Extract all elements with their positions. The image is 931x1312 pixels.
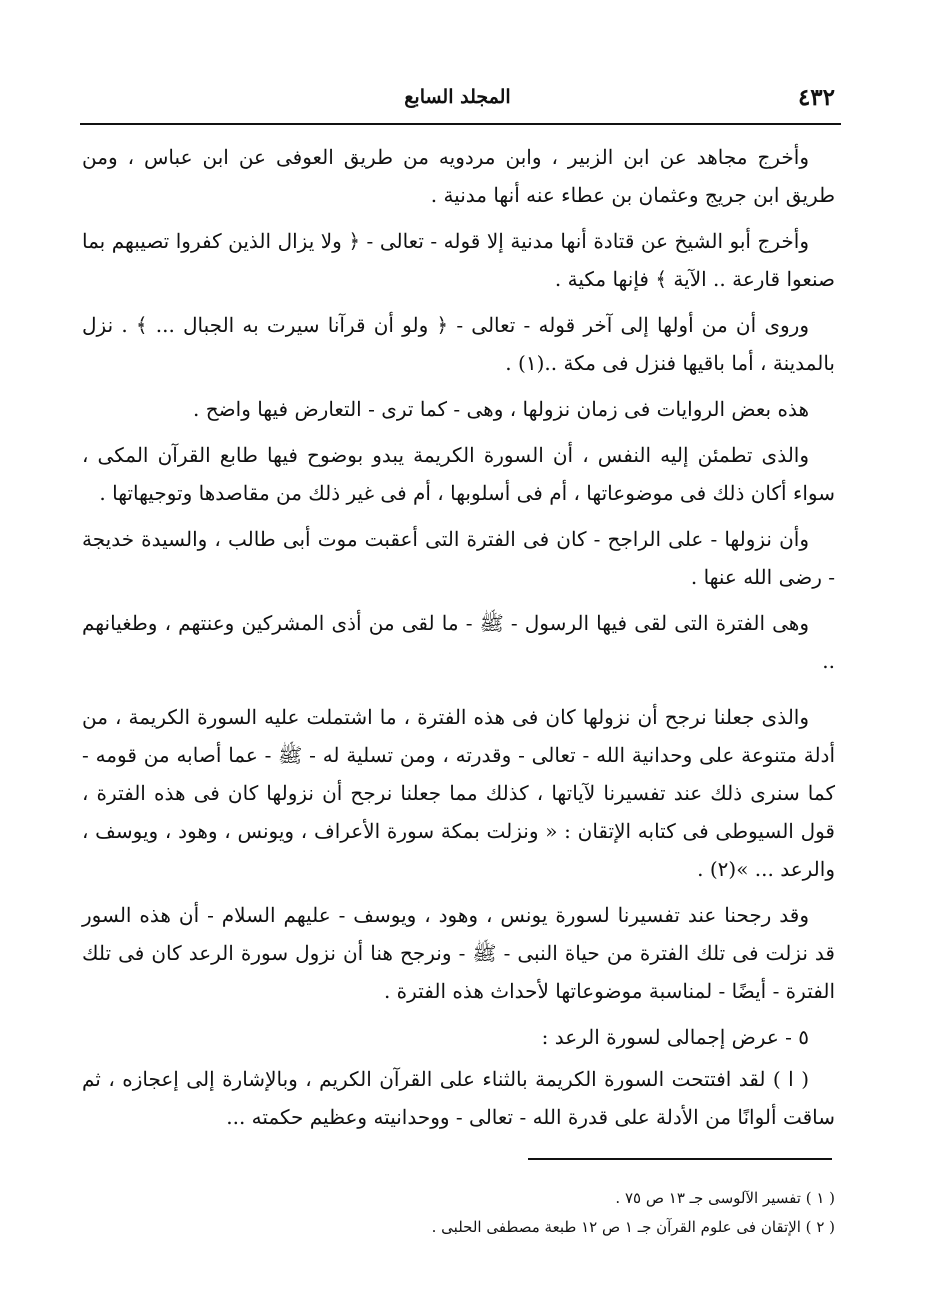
paragraph: وأخرج مجاهد عن ابن الزبير ، وابن مردويه من طريق العوفى عن ابن عباس ، ومن طريق ابن جريج وعثمان بن عطاء عنه أنها مدنية . bbox=[82, 145, 835, 207]
paragraph: وأن نزولها - على الراجح - كان فى الفترة التى أعقبت موت أبى طالب ، والسيدة خديجة - رضى الله عنها . bbox=[82, 527, 835, 589]
footnotes bbox=[82, 1184, 835, 1242]
paragraph: ( ا ) لقد افتتحت السورة الكريمة بالثناء على القرآن الكريم ، وبالإشارة إلى إعجازه ، ثم ساقت ألوانًا من الأدلة على قدرة الله - تعالى - ووحدانيته وعظيم حكمته ... bbox=[82, 1067, 835, 1129]
running-head: المجلد السابع bbox=[404, 86, 511, 108]
paragraph: وهى الفترة التى لقى فيها الرسول - ﷺ - ما لقى من أذى المشركين وعنتهم ، وطغيانهم .. bbox=[82, 611, 835, 673]
paragraph: وروى أن من أولها إلى آخر قوله - تعالى - ﴿ ولو أن قرآنا سيرت به الجبال ... ﴾ . نزل بالمدينة ، أما باقيها فنزل فى مكة ..(١) . bbox=[82, 313, 835, 375]
footnote-rule bbox=[528, 1158, 832, 1160]
footnote: ( ٢ ) الإتقان فى علوم القرآن جـ ١ ص ١٢ طبعة مصطفى الحلبى . bbox=[431, 1218, 835, 1236]
section-heading: ٥ - عرض إجمالى لسورة الرعد : bbox=[541, 1025, 809, 1049]
footnote: ( ١ ) تفسير الآلوسى جـ ١٣ ص ٧٥ . bbox=[615, 1189, 835, 1207]
paragraph: وقد رجحنا عند تفسيرنا لسورة يونس ، وهود ، ويوسف - عليهم السلام - أن هذه السور قد نزلت فى تلك الفترة من حياة النبى - ﷺ - ونرجح هنا أن نزول سورة الرعد كان فى تلك الفترة - أيضًا - لمناسبة موضوعاتها لأحداث هذه الفترة . bbox=[82, 903, 835, 1003]
paragraph: هذه بعض الروايات فى زمان نزولها ، وهى - كما ترى - التعارض فيها واضح . bbox=[193, 397, 809, 421]
page-number: ٤٣٢ bbox=[797, 84, 835, 111]
paragraph: والذى تطمئن إليه النفس ، أن السورة الكريمة يبدو بوضوح فيها طابع القرآن المكى ، سواء أكان ذلك فى موضوعاتها ، أم فى أسلوبها ، أم فى غير ذلك من مقاصدها وتوجيهاتها . bbox=[82, 443, 835, 505]
main-text bbox=[82, 138, 835, 1144]
paragraph: والذى جعلنا نرجح أن نزولها كان فى هذه الفترة ، ما اشتملت عليه السورة الكريمة ، من أدلة متنوعة على وحدانية الله - تعالى - وقدرته ، ومن تسلية له - ﷺ - عما أصابه من قومه - كما سنرى ذلك عند تفسيرنا لآياتها ، كذلك مما جعلنا نرجح أن نزولها كان فى هذه الفترة ، قول السيوطى فى كتابه الإتقان : « ونزلت بمكة سورة الأعراف ، ويونس ، وهود ، ويوسف ، والرعد ... »(٢) . bbox=[82, 705, 835, 881]
paragraph: وأخرج أبو الشيخ عن قتادة أنها مدنية إلا قوله - تعالى - ﴿ ولا يزال الذين كفروا تصيبهم بما صنعوا قارعة .. الآية ﴾ فإنها مكية . bbox=[82, 229, 835, 291]
header-rule bbox=[80, 123, 841, 125]
page-header bbox=[80, 84, 835, 124]
